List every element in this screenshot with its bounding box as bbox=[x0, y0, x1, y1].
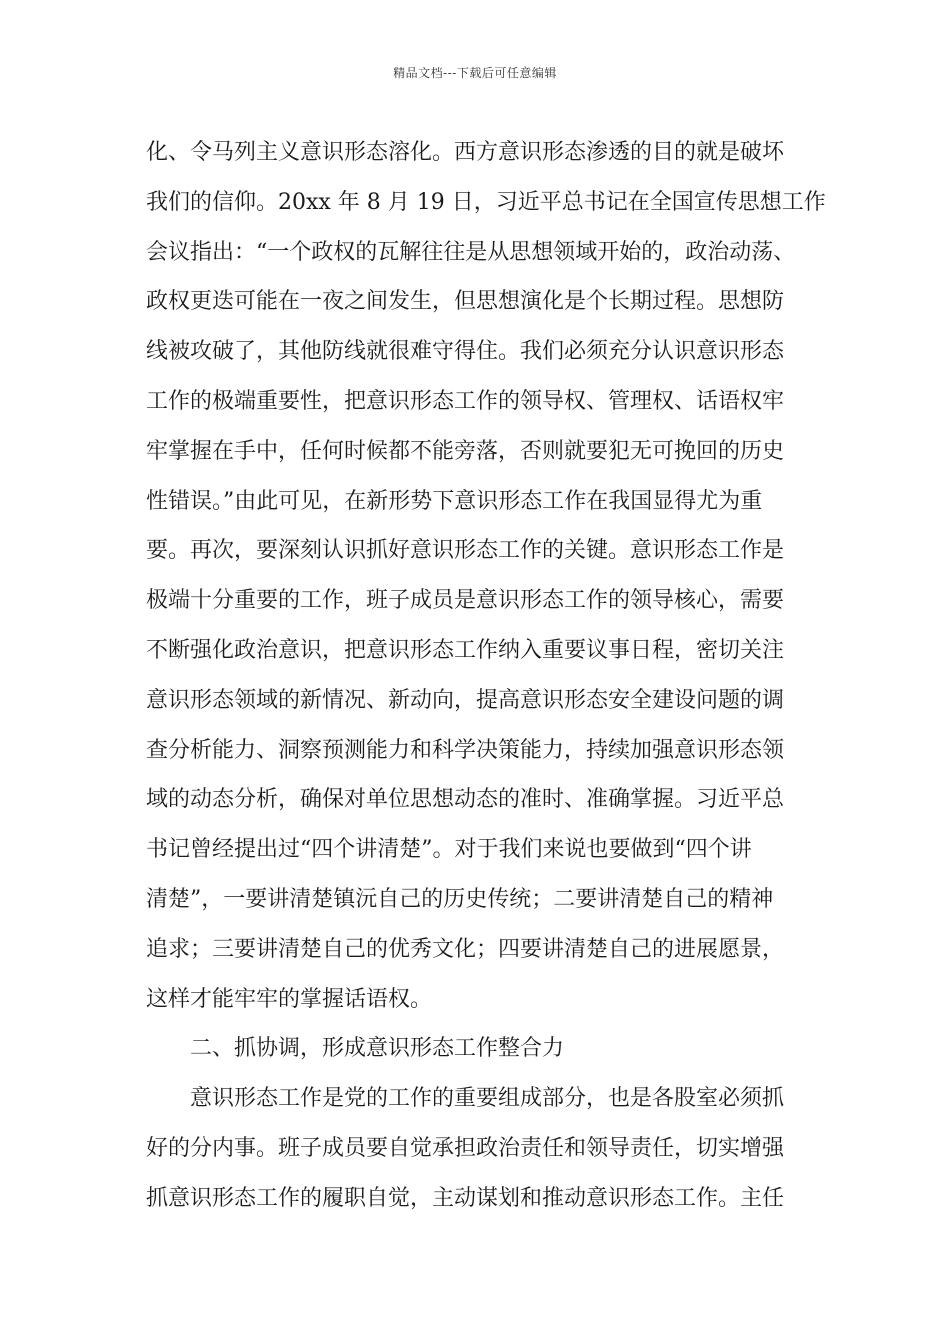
text-line: 好的分内事。班子成员要自觉承担政治责任和领导责任，切实增强 bbox=[146, 1135, 785, 1161]
text-line: 这样才能牢牢的掌握话语权。 bbox=[146, 986, 433, 1012]
document-body bbox=[146, 128, 826, 1224]
text-line: 化、令马列主义意识形态溶化。西方意识形态渗透的目的就是破坏 bbox=[146, 140, 785, 165]
text-line: 极端十分重要的工作，班子成员是意识形态工作的领导核心，需要 bbox=[146, 588, 785, 614]
text-line: 会议指出：“一个政权的瓦解往往是从思想领域开始的，政治动荡、 bbox=[146, 239, 796, 265]
page-header: 精品文档---下载后可任意编辑 bbox=[393, 66, 557, 80]
text-line: 域的动态分析，确保对单位思想动态的准时、准确掌握。习近平总 bbox=[146, 787, 785, 813]
text-line: 我们的信仰。20xx 年 8 月 19 日，习近平总书记在全国宣传思想工作 bbox=[146, 189, 826, 215]
text-line: 清楚”，一要讲清楚镇沅自己的历史传统；二要讲清楚自己的精神 bbox=[146, 886, 774, 912]
text-line: 政权更迭可能在一夜之间发生，但思想演化是个长期过程。思想防 bbox=[146, 289, 785, 315]
text-line: 不断强化政治意识，把意识形态工作纳入重要议事日程，密切关注 bbox=[146, 637, 785, 663]
text-line: 工作的极端重要性，把意识形态工作的领导权、管理权、话语权牢 bbox=[146, 388, 785, 414]
text-line: 二、抓协调，形成意识形态工作整合力 bbox=[190, 1036, 565, 1062]
text-line: 性错误。”由此可见，在新形势下意识形态工作在我国显得尤为重 bbox=[146, 488, 763, 514]
text-line: 牢掌握在手中，任何时候都不能旁落，否则就要犯无可挽回的历史 bbox=[146, 438, 785, 464]
text-line: 线被攻破了，其他防线就很难守得住。我们必须充分认识意识形态 bbox=[146, 339, 785, 365]
text-line: 意识形态领域的新情况、新动向，提高意识形态安全建设问题的调 bbox=[146, 687, 785, 713]
text-line: 追求；三要讲清楚自己的优秀文化；四要讲清楚自己的进展愿景， bbox=[146, 936, 785, 962]
text-line: 要。再次，要深刻认识抓好意识形态工作的关键。意识形态工作是 bbox=[146, 538, 785, 564]
text-line: 书记曾经提出过“四个讲清楚”。对于我们来说也要做到“四个讲 bbox=[146, 837, 752, 863]
text-line: 意识形态工作是党的工作的重要组成部分，也是各股室必须抓 bbox=[190, 1086, 785, 1112]
text-line: 查分析能力、洞察预测能力和科学决策能力，持续加强意识形态领 bbox=[146, 737, 785, 763]
text-line: 抓意识形态工作的履职自觉，主动谋划和推动意识形态工作。主任 bbox=[146, 1185, 785, 1211]
